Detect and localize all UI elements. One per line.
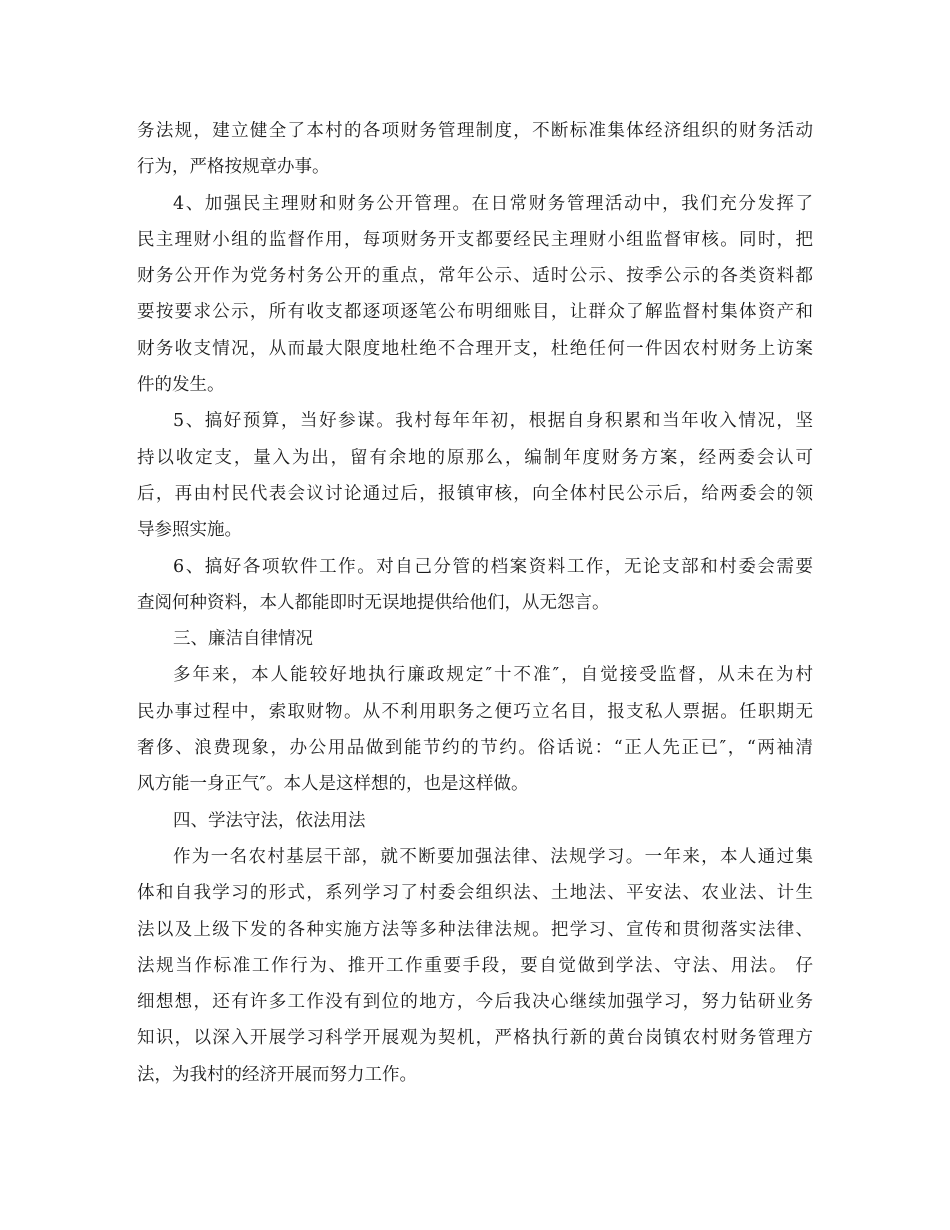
- text-line: 民办事过程中，索取财物。从不利用职务之便巧立名目，报支私人票据。任职期无: [137, 701, 813, 722]
- text-line: 细想想，还有许多工作没有到位的地方，今后我决心继续加强学习，努力钻研业务: [137, 992, 813, 1013]
- text-line: 法以及上级下发的各种实施方法等多种法律法规。把学习、宣传和贯彻落实法律、: [137, 919, 813, 940]
- text-line: 财务公开作为党务村务公开的重点，常年公示、适时公示、按季公示的各类资料都: [137, 266, 813, 287]
- text-line: 四、学法守法，依法用法: [173, 810, 366, 831]
- text-line: 奢侈、浪费现象，办公用品做到能节约的节约。俗话说：“正人先正已″，“两袖清: [137, 738, 813, 759]
- document-body: [137, 113, 813, 1093]
- text-line: 多年来，本人能较好地执行廉政规定″十不准″，自觉接受监督，从未在为村: [173, 665, 813, 686]
- text-line: 民主理财小组的监督作用，每项财务开支都要经民主理财小组监督审核。同时，把: [137, 229, 813, 250]
- text-line: 持以收定支，量入为出，留有余地的原那么，编制年度财务方案，经两委会认可: [137, 447, 813, 468]
- text-line: 要按要求公示，所有收支都逐项逐笔公布明细账目，让群众了解监督村集体资产和: [137, 302, 813, 323]
- text-line: 风方能一身正气″。本人是这样想的，也是这样做。: [137, 774, 529, 795]
- text-line: 后，再由村民代表会议讨论通过后，报镇审核，向全体村民公示后，给两委会的领: [137, 483, 813, 504]
- text-line: 件的发生。: [137, 375, 225, 396]
- text-line: 行为，严格按规章办事。: [137, 157, 330, 178]
- text-line: 5、搞好预算，当好参谋。我村每年年初，根据自身积累和当年收入情况，坚: [173, 411, 813, 432]
- text-line: 财务收支情况，从而最大限度地杜绝不合理开支，杜绝任何一件因农村财务上访案: [137, 338, 813, 359]
- text-line: 体和自我学习的形式，系列学习了村委会组织法、土地法、平安法、农业法、计生: [137, 883, 813, 904]
- text-line: 4、加强民主理财和财务公开管理。在日常财务管理活动中，我们充分发挥了: [173, 193, 813, 214]
- text-line: 作为一名农村基层干部，就不断要加强法律、法规学习。一年来，本人通过集: [173, 846, 813, 867]
- text-line: 导参照实施。: [137, 520, 242, 541]
- text-line: 三、廉洁自律情况: [173, 629, 313, 650]
- text-line: 法规当作标准工作行为、推开工作重要手段，要自觉做到学法、守法、用法。 仔: [137, 955, 813, 976]
- text-line: 务法规，建立健全了本村的各项财务管理制度，不断标准集体经济组织的财务活动: [137, 121, 813, 141]
- text-line: 6、搞好各项软件工作。对自己分管的档案资料工作，无论支部和村委会需要: [173, 556, 813, 577]
- text-line: 查阅何种资料，本人都能即时无误地提供给他们，从无怨言。: [137, 592, 610, 613]
- text-line: 知识，以深入开展学习科学开展观为契机，严格执行新的黄台岗镇农村财务管理方: [137, 1028, 813, 1049]
- text-line: 法，为我村的经济开展而努力工作。: [137, 1064, 417, 1085]
